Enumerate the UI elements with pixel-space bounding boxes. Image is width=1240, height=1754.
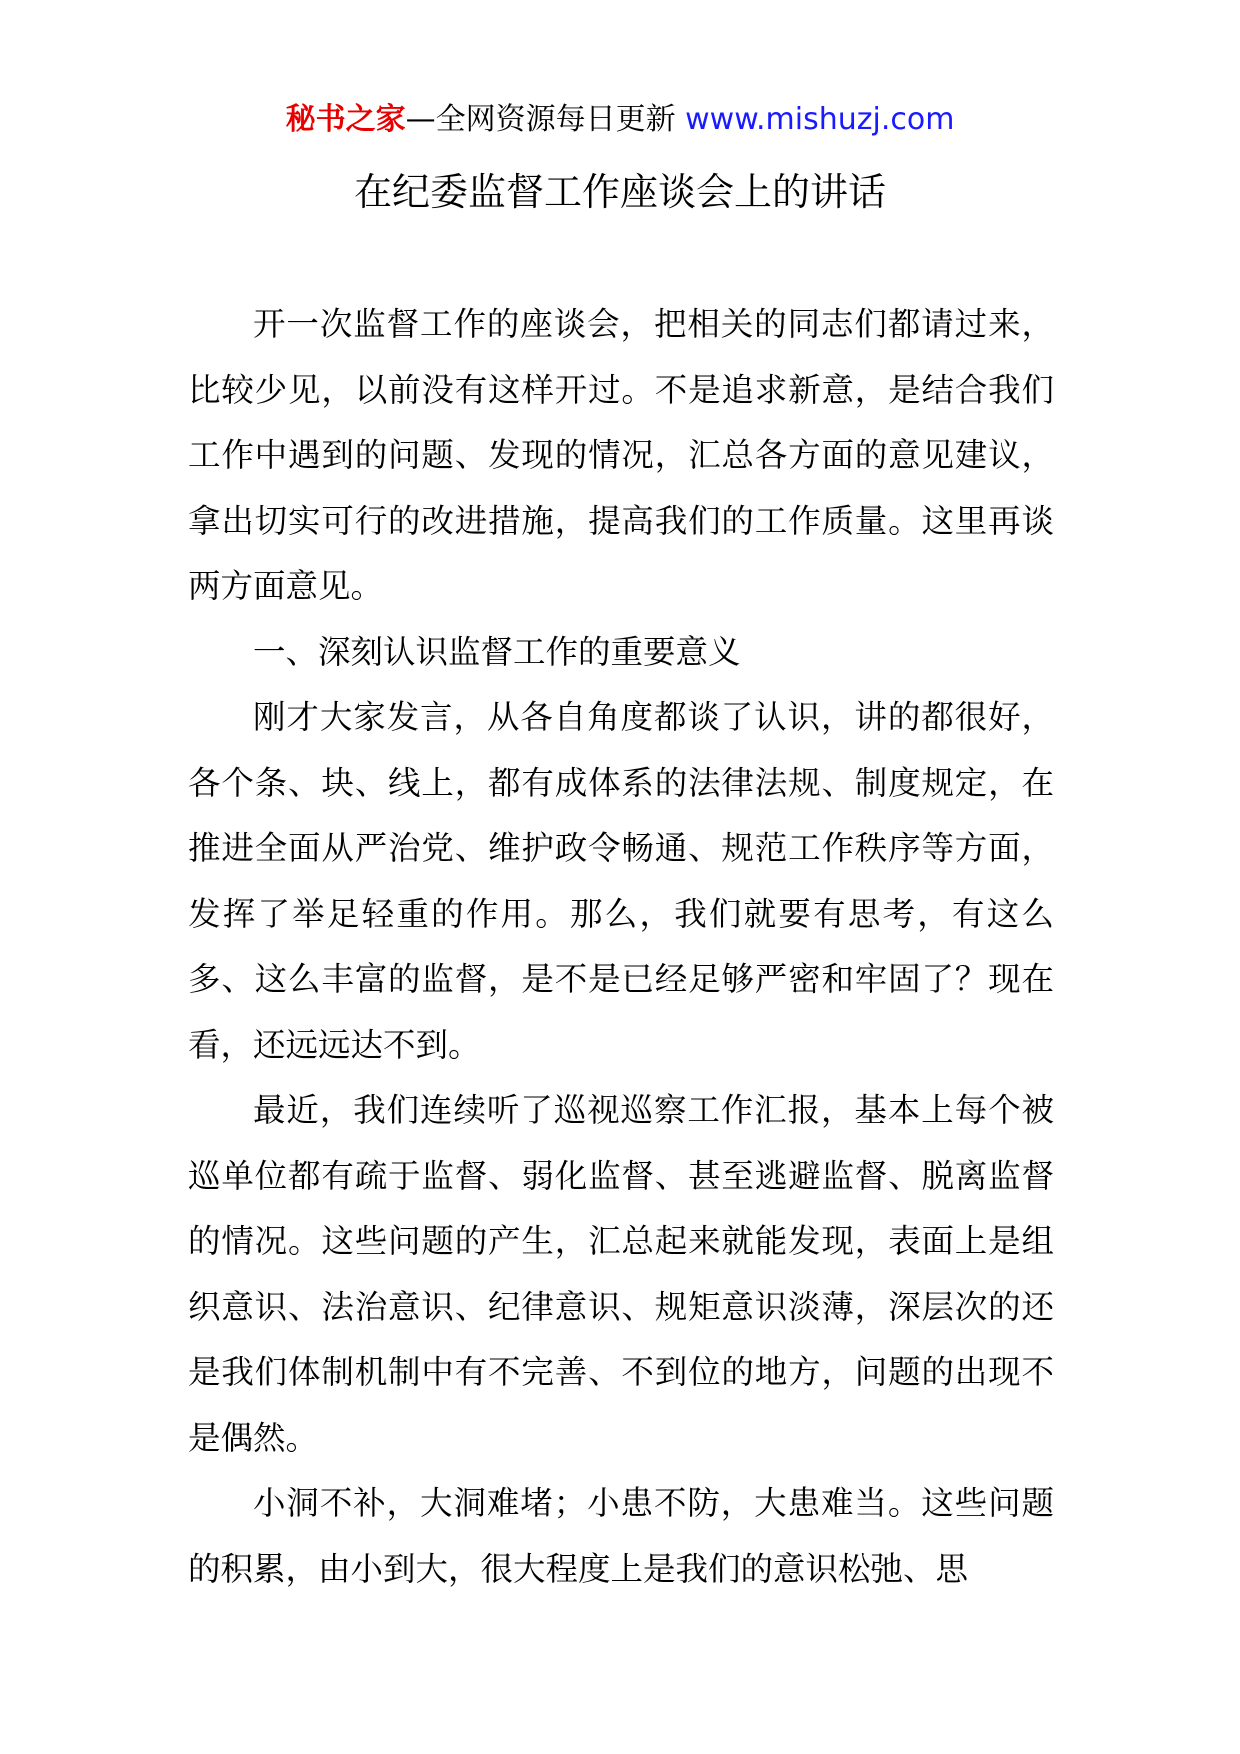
site-banner <box>0 100 1240 140</box>
banner-slogan: —全网资源每日更新 <box>405 102 686 137</box>
document-body <box>188 292 1054 1602</box>
section-heading: 一、深刻认识监督工作的重要意义 <box>253 632 741 671</box>
paragraph: 小洞不补，大洞难堵；小患不防，大患难当。这些问题的积累，由小到大，很大程度上是我们的意识松弛、思 <box>188 1484 1054 1588</box>
paragraph: 最近，我们连续听了巡视巡察工作汇报，基本上每个被巡单位都有疏于监督、弱化监督、甚至逃避监督、脱离监督的情况。这些问题的产生，汇总起来就能发现，表面上是组织意识、法治意识、纪律意识、规矩意识淡薄，深层次的还是我们体制机制中有不完善、不到位的地方，问题的出现不是偶然。 <box>188 1091 1054 1457</box>
document-title: 在纪委监督工作座谈会上的讲话 <box>353 170 886 214</box>
brand-name: 秘书之家 <box>285 102 406 137</box>
site-url-link[interactable]: www.mishuzj.com <box>685 102 955 137</box>
paragraph: 刚才大家发言，从各自角度都谈了认识，讲的都很好，各个条、块、线上，都有成体系的法律法规、制度规定，在推进全面从严治党、维护政令畅通、规范工作秩序等方面，发挥了举足轻重的作用。那么，我们就要有思考，有这么多、这么丰富的监督，是不是已经足够严密和牢固了？现在看，还远远达不到。 <box>188 698 1054 1064</box>
paragraph: 开一次监督工作的座谈会，把相关的同志们都请过来，比较少见，以前没有这样开过。不是追求新意，是结合我们工作中遇到的问题、发现的情况，汇总各方面的意见建议，拿出切实可行的改进措施，提高我们的工作质量。这里再谈两方面意见。 <box>188 305 1054 605</box>
